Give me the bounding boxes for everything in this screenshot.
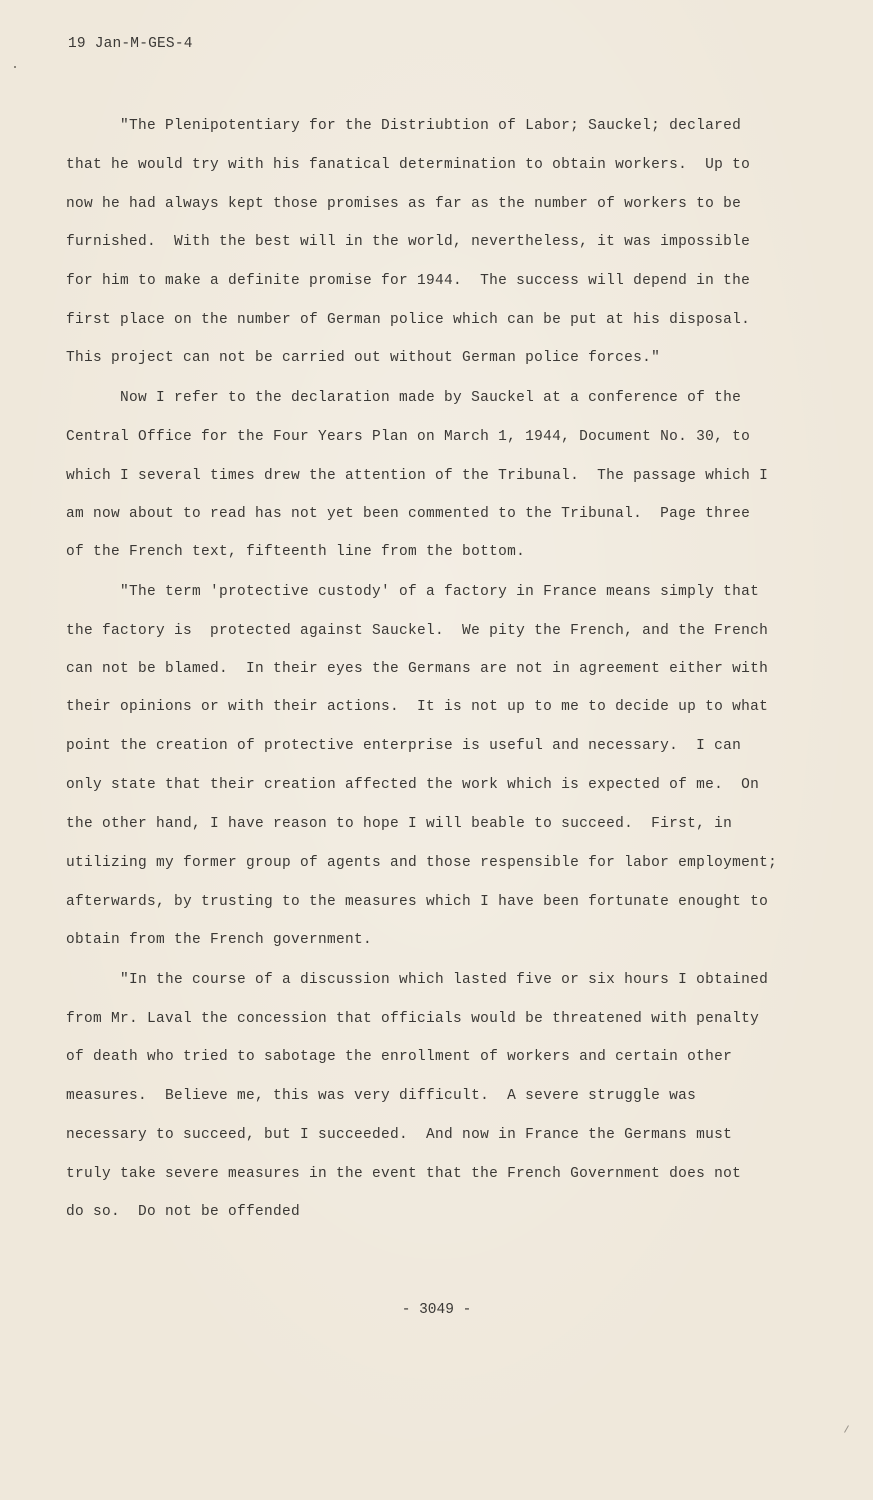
- text-line: of death who tried to sabotage the enrollment of workers and certain other: [66, 1049, 733, 1065]
- text-line: which I several times drew the attention of the Tribunal. The passage which I: [66, 468, 769, 484]
- text-line: "In the course of a discussion which lasted five or six hours I obtained: [66, 972, 769, 988]
- text-line: point the creation of protective enterprise is useful and necessary. I can: [66, 738, 742, 754]
- text-line: furnished. With the best will in the world, nevertheless, it was impossible: [66, 234, 751, 250]
- text-line: the factory is protected against Sauckel. We pity the French, and the French: [66, 623, 769, 639]
- text-line: that he would try with his fanatical determination to obtain workers. Up to: [66, 157, 751, 173]
- page-number: - 3049 -: [401, 1302, 472, 1318]
- document-header: 19 Jan-M-GES-4: [68, 36, 193, 52]
- text-line: Central Office for the Four Years Plan on March 1, 1944, Document No. 30, to: [66, 429, 751, 445]
- text-line: am now about to read has not yet been commented to the Tribunal. Page three: [66, 506, 751, 522]
- text-line: now he had always kept those promises as far as the number of workers to be: [66, 196, 742, 212]
- text-line: measures. Believe me, this was very difficult. A severe struggle was: [66, 1088, 697, 1104]
- text-line: do so. Do not be offended: [66, 1204, 301, 1220]
- text-line: from Mr. Laval the concession that officials would be threatened with penalty: [66, 1011, 760, 1027]
- text-line: afterwards, by trusting to the measures which I have been fortunate enought to: [66, 894, 769, 910]
- text-line: utilizing my former group of agents and those respensible for labor employment;: [66, 855, 778, 871]
- text-line: "The term 'protective custody' of a factory in France means simply that: [66, 584, 760, 600]
- text-line: truly take severe measures in the event that the French Government does not: [66, 1166, 742, 1182]
- paper-mark: [844, 1425, 849, 1432]
- text-line: can not be blamed. In their eyes the Germans are not in agreement either with: [66, 661, 769, 677]
- text-line: their opinions or with their actions. It is not up to me to decide up to what: [66, 699, 769, 715]
- text-line: Now I refer to the declaration made by Sauckel at a conference of the: [66, 390, 742, 406]
- paper-speck: [14, 66, 16, 68]
- text-line: obtain from the French government.: [66, 932, 373, 948]
- text-line: This project can not be carried out without German police forces.": [66, 350, 661, 366]
- text-line: of the French text, fifteenth line from the bottom.: [66, 544, 526, 560]
- text-line: the other hand, I have reason to hope I will beable to succeed. First, in: [66, 816, 733, 832]
- text-line: only state that their creation affected the work which is expected of me. On: [66, 777, 760, 793]
- text-line: first place on the number of German police which can be put at his disposal.: [66, 312, 751, 328]
- text-line: necessary to succeed, but I succeeded. And now in France the Germans must: [66, 1127, 733, 1143]
- text-line: for him to make a definite promise for 1944. The success will depend in the: [66, 273, 751, 289]
- text-line: "The Plenipotentiary for the Distriubtion of Labor; Sauckel; declared: [66, 118, 742, 134]
